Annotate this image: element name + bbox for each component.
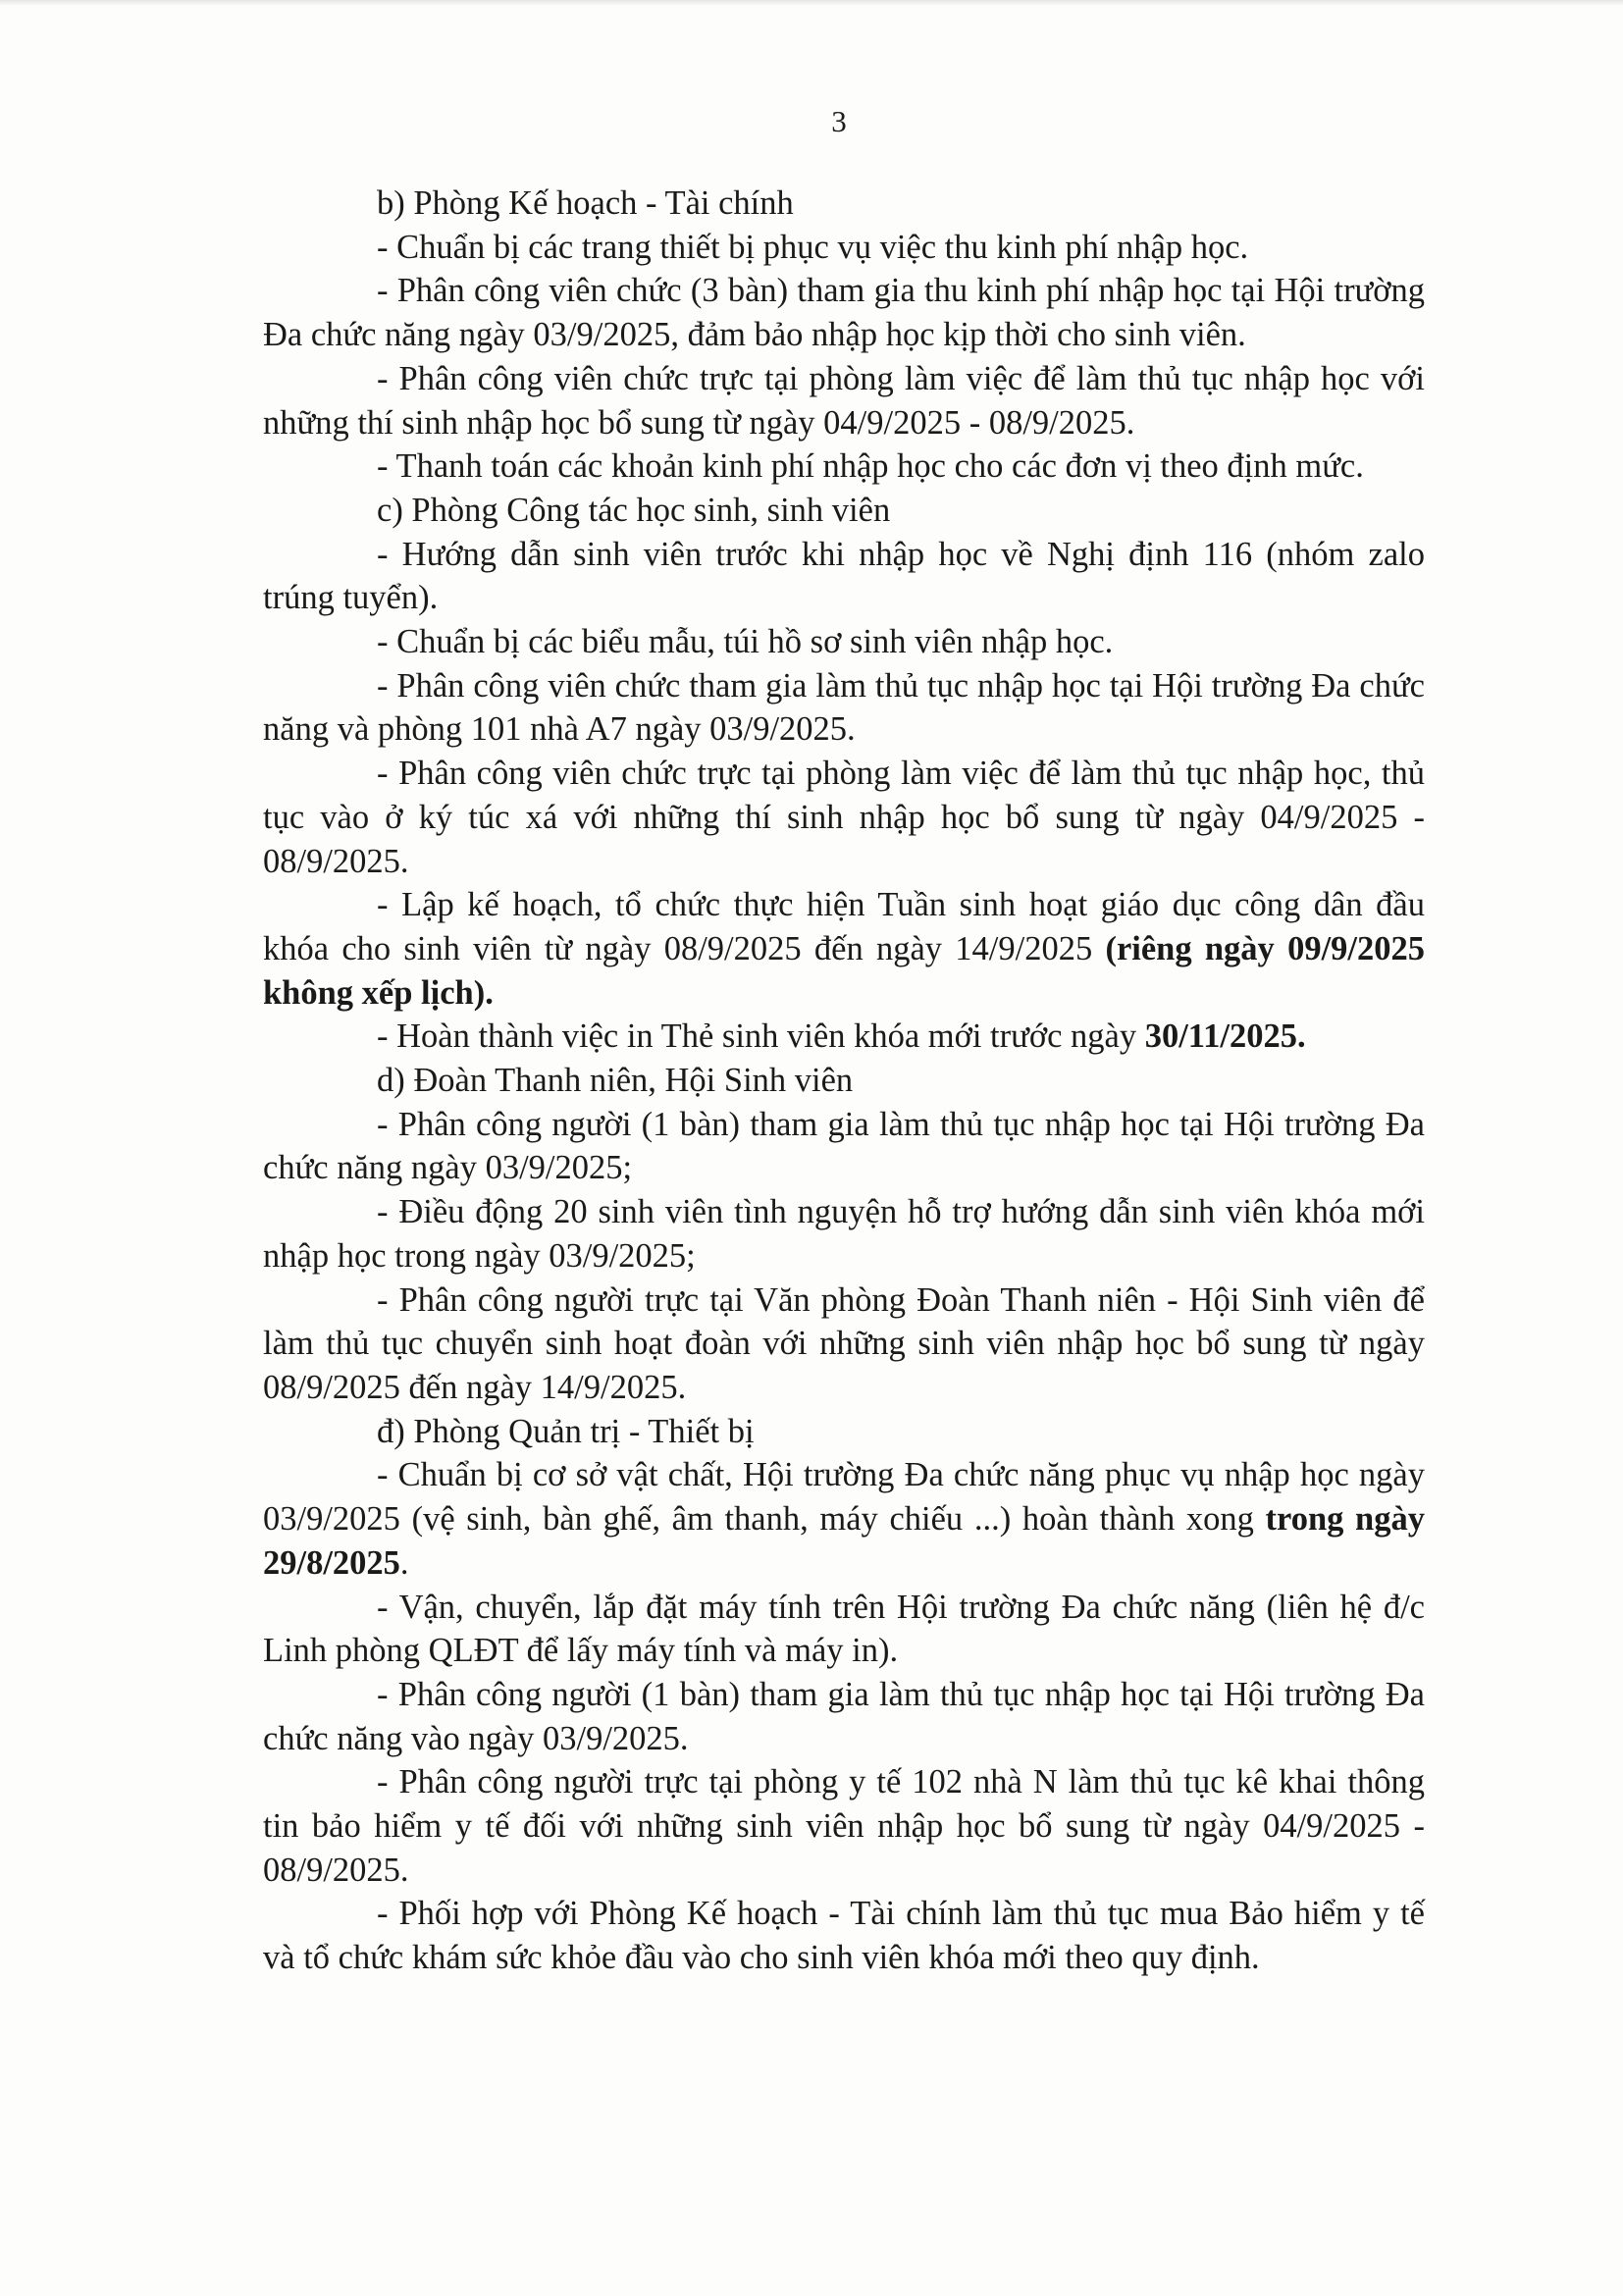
student-affairs-item-card	[263, 1015, 1425, 1059]
facility-bold-date: trong ngày 29/8/2025	[263, 1500, 1425, 1582]
facility-tail: .	[399, 1543, 409, 1582]
section-heading-youth-union: d) Đoàn Thanh niên, Hội Sinh viên	[377, 1062, 854, 1100]
finance-item-1: - Chuẩn bị các trang thiết bị phục vụ việc thu kinh phí nhập học.	[377, 228, 1249, 266]
finance-item-2: - Phân công viên chức (3 bàn) tham gia thu kinh phí nhập học tại Hội trường Đa chức năng ngày 03/9/2025, đảm bảo nhập học kịp thời cho sinh viên.	[263, 272, 1425, 354]
youth-union-item-3: - Phân công người trực tại Văn phòng Đoàn Thanh niên - Hội Sinh viên để làm thủ tục chuyển sinh hoạt đoàn với những sinh viên nhập học bổ sung từ ngày 08/9/2025 đến ngày 14/9/2025.	[263, 1280, 1425, 1406]
finance-item-4: - Thanh toán các khoản kinh phí nhập học cho các đơn vị theo định mức.	[377, 447, 1364, 486]
student-affairs-item-1: - Hướng dẫn sinh viên trước khi nhập học về Nghị định 116 (nhóm zalo trúng tuyển).	[263, 535, 1425, 617]
facilities-item-2: - Phân công người (1 bàn) tham gia làm thủ tục nhập học tại Hội trường Đa chức năng vào ngày 03/9/2025.	[263, 1675, 1425, 1757]
facilities-item-4: - Phối hợp với Phòng Kế hoạch - Tài chính làm thủ tục mua Bảo hiểm y tế và tổ chức khám sức khỏe đầu vào cho sinh viên khóa mới theo quy định.	[263, 1895, 1425, 1977]
card-text: - Hoàn thành việc in Thẻ sinh viên khóa mới trước ngày	[377, 1018, 1145, 1056]
youth-union-item-2: - Điều động 20 sinh viên tình nguyện hỗ trợ hướng dẫn sinh viên khóa mới nhập học trong ngày 03/9/2025;	[263, 1193, 1425, 1275]
facilities-item-3: - Phân công người trực tại phòng y tế 102 nhà N làm thủ tục kê khai thông tin bảo hiểm y tế đối với những sinh viên nhập học bổ sung từ ngày 04/9/2025 - 08/9/2025.	[263, 1763, 1425, 1889]
facility-text: - Chuẩn bị cơ sở vật chất, Hội trường Đa chức năng phục vụ nhập học ngày 03/9/2025 (vệ sinh, bàn ghế, âm thanh, máy chiếu ...) hoàn thành xong	[263, 1456, 1425, 1539]
scan-edge	[0, 0, 1623, 6]
youth-union-item-1: - Phân công người (1 bàn) tham gia làm thủ tục nhập học tại Hội trường Đa chức năng ngày 03/9/2025;	[263, 1105, 1425, 1187]
plan-bold-note: (riêng ngày 09/9/2025 không xếp lịch).	[263, 929, 1425, 1012]
student-affairs-item-plan	[263, 883, 1425, 1015]
section-heading-facilities: đ) Phòng Quản trị - Thiết bị	[377, 1412, 755, 1450]
student-affairs-item-4: - Phân công viên chức trực tại phòng làm việc để làm thủ tục nhập học, thủ tục vào ở ký túc xá với những thí sinh nhập học bổ sung từ ngày 04/9/2025 - 08/9/2025.	[263, 755, 1425, 880]
section-heading-student-affairs: c) Phòng Công tác học sinh, sinh viên	[377, 491, 891, 529]
page-number: 3	[831, 104, 847, 138]
plan-text: - Lập kế hoạch, tổ chức thực hiện Tuần sinh hoạt giáo dục công dân đầu khóa cho sinh viên từ ngày 08/9/2025 đến ngày 14/9/2025	[263, 886, 1425, 967]
finance-item-3: - Phân công viên chức trực tại phòng làm việc để làm thủ tục nhập học với những thí sinh nhập học bổ sung từ ngày 04/9/2025 - 08/9/2025.	[263, 359, 1425, 442]
facilities-item-prepare	[263, 1453, 1425, 1585]
section-heading-finance: b) Phòng Kế hoạch - Tài chính	[377, 184, 794, 222]
page-body	[263, 182, 1425, 1980]
facilities-item-1: - Vận, chuyển, lắp đặt máy tính trên Hội trường Đa chức năng (liên hệ đ/c Linh phòng QLĐT để lấy máy tính và máy in).	[263, 1588, 1425, 1670]
student-affairs-item-2: - Chuẩn bị các biểu mẫu, túi hồ sơ sinh viên nhập học.	[377, 623, 1114, 661]
card-bold-date: 30/11/2025.	[1144, 1018, 1306, 1056]
student-affairs-item-3: - Phân công viên chức tham gia làm thủ tục nhập học tại Hội trường Đa chức năng và phòng 101 nhà A7 ngày 03/9/2025.	[263, 666, 1425, 749]
